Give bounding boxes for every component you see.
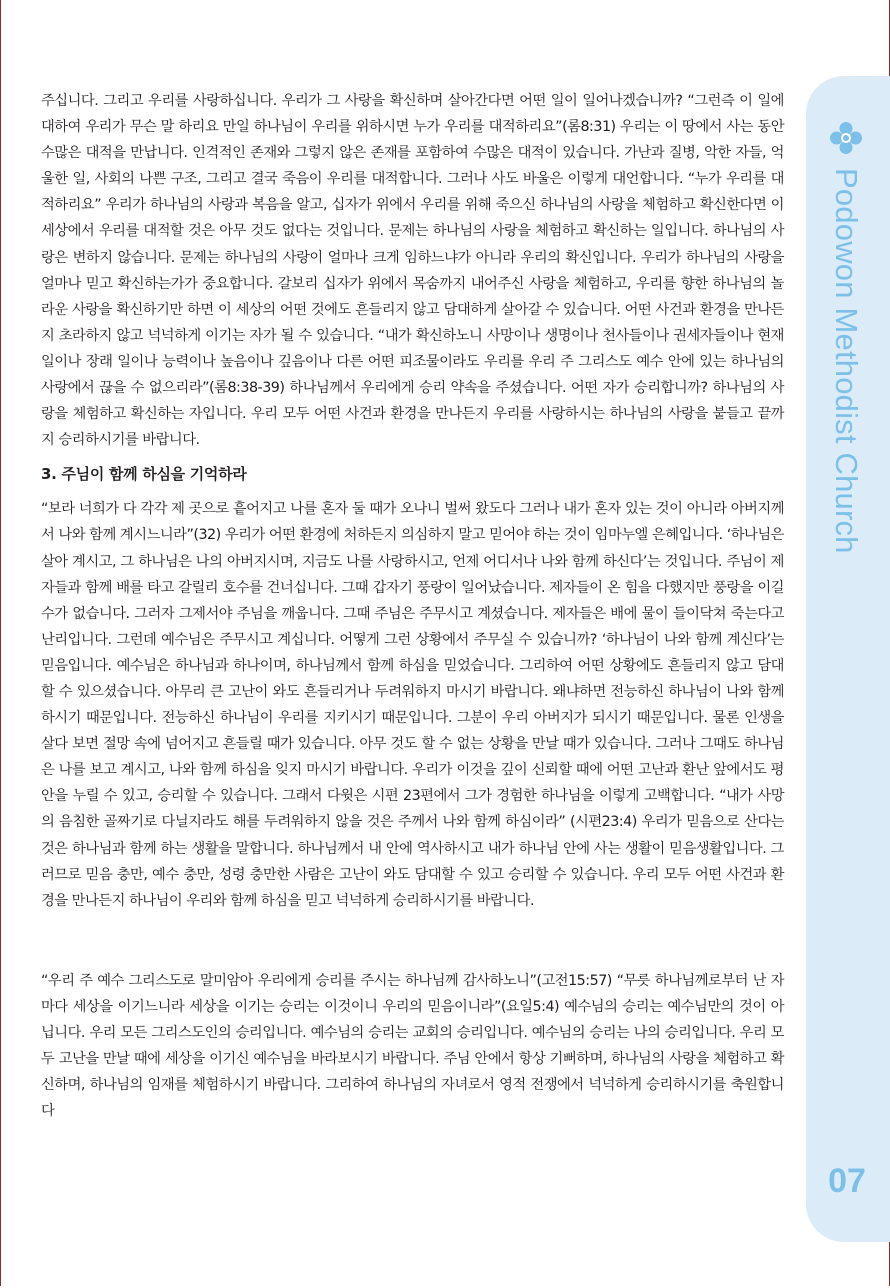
- paragraph-2: “보라 너희가 다 각각 제 곳으로 흩어지고 나를 혼자 둘 때가 오나니 벌써 왔도다 그러나 내가 혼자 있는 것이 아니라 아버지께서 나와 함께 계시느니라”(32) 우리가 어떤 환경에 처하든지 의심하지 말고 믿어야 하는 것이 임마누엘 은혜입니다. ‘하나님은 살아 계시고, 그 하나님은 나의 아버지시며, 지금도 나를 사랑하시고, 언제 어디서나 나와 함께 하신다’는 것입니다. 주님이 제자들과 함께 배를 타고 갈릴리 호수를 건너십니다. 그때 갑자기 풍랑이 일어났습니다. 제자들이 온 힘을 다했지만 풍랑을 이길 수가 없습니다. 그러자 그제서야 주님을 깨웁니다. 그때 주님은 주무시고 계셨습니다. 제자들은 배에 물이 들이닥쳐 죽는다고 난리입니다. 그런데 예수님은 주무시고 계십니다. 어떻게 그런 상황에서 주무실 수 있습니까? ‘하나님이 나와 함께 계신다’는 믿음입니다. 예수님은 하나님과 하나이며, 하나님께서 함께 하심을 믿었습니다. 그리하여 어떤 상황에도 흔들리지 않고 담대할 수 있으셨습니다. 아무리 큰 고난이 와도 흔들리거나 두려워하지 마시기 바랍니다. 왜냐하면 전능하신 하나님이 나와 함께 하시기 때문입니다. 전능하신 하나님이 우리를 지키시기 때문입니다. 그분이 우리 아버지가 되시기 때문입니다. 물론 인생을 살다 보면 절망 속에 넘어지고 흔들릴 때가 있습니다. 아무 것도 할 수 없는 상황을 만날 때가 있습니다. 그러나 그때도 하나님은 나를 보고 계시고, 나와 함께 하심을 잊지 마시기 바랍니다. 우리가 이것을 깊이 신뢰할 때에 어떤 고난과 환난 앞에서도 평안을 누릴 수 있고, 승리할 수 있습니다. 그래서 다윗은 시편 23편에서 그가 경험한 하나님을 이렇게 고백합니다. “내가 사망의 음침한 골짜기로 다닐지라도 해를 두려워하지 않을 것은 주께서 나와 함께 하심이라” (시편23:4) 우리가 믿음으로 산다는 것은 하나님과 함께 하는 생활을 말합니다. 하나님께서 내 안에 역사하시고 내가 하나님 안에 사는 생활이 믿음생활입니다. 그러므로 믿음 충만, 예수 충만, 성령 충만한 사람은 고난이 와도 담대할 수 있고 승리할 수 있습니다. 우리 모두 어떤 사건과 환경을 만나든지 하나님이 우리와 함께 하심을 믿고 넉넉하게 승리하시기를 바랍니다.: [41, 501, 784, 909]
- page-number: 07: [828, 1162, 866, 1200]
- clover-flower-icon: [828, 120, 864, 156]
- article-body: [41, 88, 784, 1124]
- paragraph-1: 주십니다. 그리고 우리를 사랑하십니다. 우리가 그 사랑을 확신하며 살아간다면 어떤 일이 일어나겠습니까? “그런즉 이 일에 대하여 우리가 무슨 말 하리요 만일 하나님이 우리를 위하시면 누가 우리를 대적하리요”(롬8:31) 우리는 이 땅에서 사는 동안 수많은 대적을 만납니다. 인격적인 존재와 그렇지 않은 존재를 포함하여 수많은 대적이 있습니다. 가난과 질병, 악한 자들, 억울한 일, 사회의 나쁜 구조, 그리고 결국 죽음이 우리를 대적합니다. 그러나 사도 바울은 이렇게 대언합니다. “누가 우리를 대적하리요” 우리가 하나님의 사랑과 복음을 알고, 십자가 위에서 우리를 위해 죽으신 하나님의 사랑을 체험하고 확신한다면 이 세상에서 우리를 대적할 것은 아무 것도 없다는 것입니다. 문제는 하나님의 사랑을 체험하고 확신하는 일입니다. 하나님의 사랑은 변하지 않습니다. 문제는 하나님의 사랑이 얼마나 크게 임하느냐가 아니라 우리의 확신입니다. 우리가 하나님의 사랑을 얼마나 믿고 확신하는가가 중요합니다. 갈보리 십자가 위에서 목숨까지 내어주신 사랑을 체험하고, 우리를 향한 하나님의 놀라운 사랑을 확신하기만 하면 이 세상의 어떤 것에도 흔들리지 않고 담대하게 살아갈 수 있습니다. 어떤 사건과 환경을 만나든지 초라하지 않고 넉넉하게 이기는 자가 될 수 있습니다. “내가 확신하노니 사망이나 생명이나 천사들이나 권세자들이나 현재 일이나 장래 일이나 능력이나 높음이나 깊음이나 다른 어떤 피조물이라도 우리를 우리 주 그리스도 예수 안에 있는 하나님의 사랑에서 끊을 수 없으리라”(롬8:38-39) 하나님께서 우리에게 승리 약속을 주셨습니다. 어떤 자가 승리합니까? 하나님의 사랑을 체험하고 확신하는 자입니다. 우리 모두 어떤 사건과 환경을 만나든지 우리를 사랑하시는 하나님의 사랑을 붙들고 끝까지 승리하시기를 바랍니다.: [41, 93, 784, 449]
- paragraph-3: “우리 주 예수 그리스도로 말미암아 우리에게 승리를 주시는 하나님께 감사하노니”(고전15:57) “무릇 하나님께로부터 난 자마다 세상을 이기느니라 세상을 이기는 승리는 이것이니 우리의 믿음이니라”(요일5:4) 예수님의 승리는 예수님만의 것이 아닙니다. 우리 모든 그리스도인의 승리입니다. 예수님의 승리는 교회의 승리입니다. 예수님의 승리는 나의 승리입니다. 우리 모두 고난을 만날 때에 세상을 이기신 예수님을 바라보시기 바랍니다. 주님 안에서 항상 기뻐하며, 하나님의 사랑을 체험하고 확신하며, 하나님의 임재를 체험하시기 바랍니다. 그리하여 하나님의 자녀로서 영적 전쟁에서 넉넉하게 승리하시기를 축원합니다: [41, 972, 784, 1120]
- church-name: Podowon Methodist Church: [829, 168, 864, 554]
- section-heading: 3. 주님이 함께 하심을 기억하라: [41, 465, 247, 484]
